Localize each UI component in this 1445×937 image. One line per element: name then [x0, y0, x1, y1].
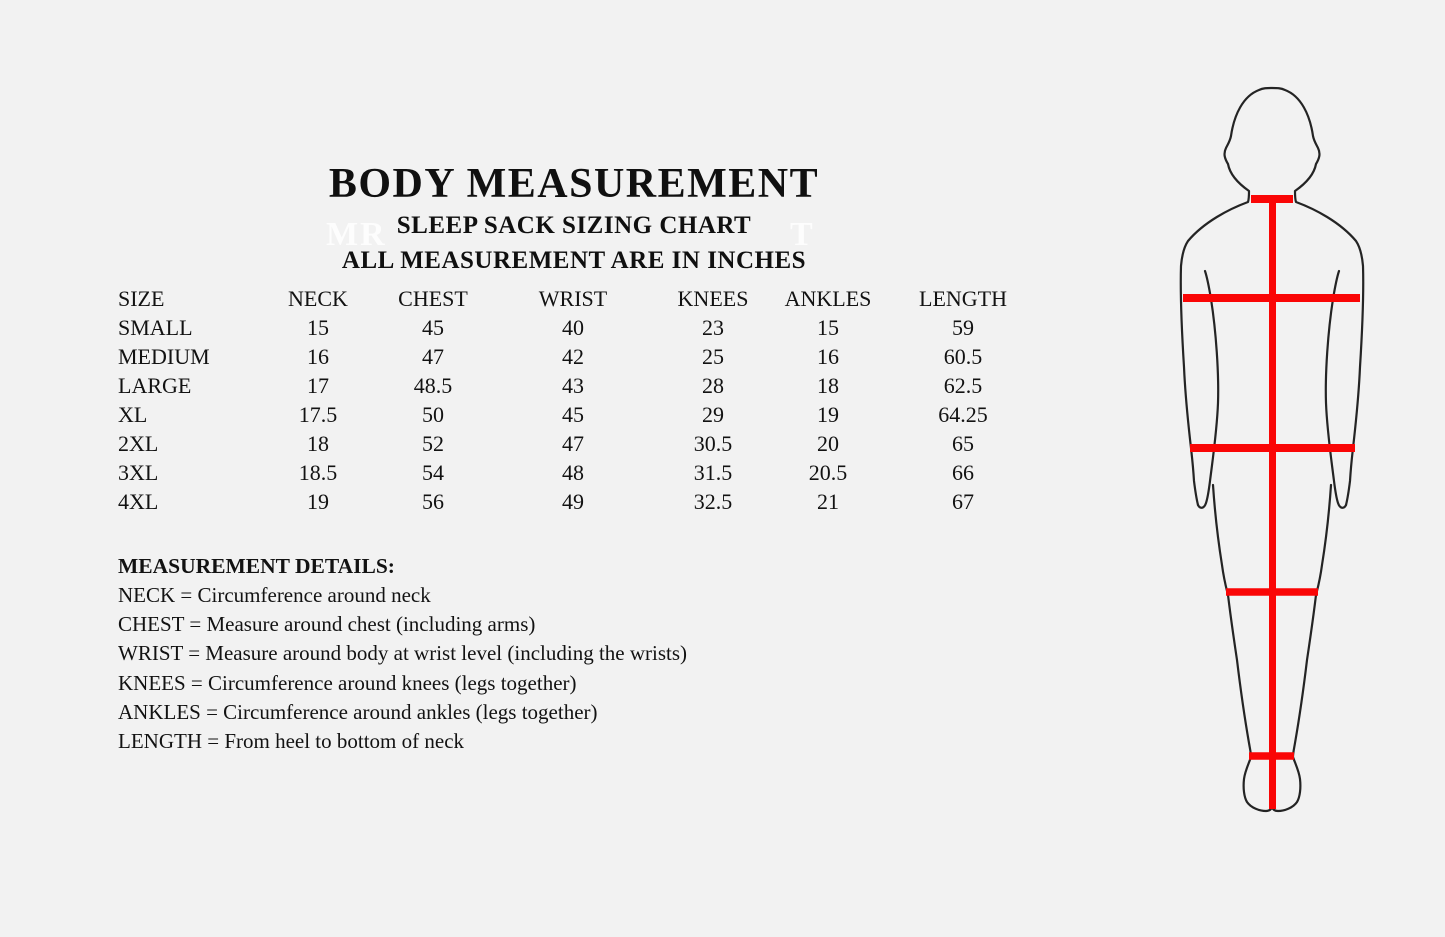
measurement-detail-item: CHEST = Measure around chest (including arms)	[118, 612, 536, 637]
watermark-fragment-right: T	[790, 216, 815, 253]
size-table-header-neck: NECK	[288, 285, 348, 311]
measurement-detail-item: LENGTH = From heel to bottom of neck	[118, 729, 465, 754]
size-table-cell: 65	[952, 430, 974, 456]
size-table-cell: 20.5	[808, 459, 848, 485]
size-table-cell: 43	[562, 372, 584, 398]
size-table-cell: 47	[422, 343, 444, 369]
size-table-header-wrist: WRIST	[538, 285, 608, 311]
subtitle-units: ALL MEASUREMENT ARE IN INCHES	[341, 247, 807, 274]
measurement-detail-item: NECK = Circumference around neck	[118, 583, 431, 607]
size-table-cell: 48	[562, 459, 584, 485]
header	[118, 160, 1030, 278]
size-table-cell: 49	[562, 488, 584, 514]
size-table-cell: 42	[562, 343, 584, 369]
size-table-cell: 31.5	[693, 459, 733, 485]
size-table-cell: 45	[422, 314, 444, 340]
size-table-cell: 25	[702, 343, 724, 369]
measurement-detail-item: WRIST = Measure around body at wrist level (including the wrists)	[118, 641, 688, 666]
size-table-cell: 19	[307, 488, 329, 514]
size-table-cell: 19	[817, 401, 839, 427]
size-table-cell: 18	[307, 430, 329, 456]
size-table-cell: 62.5	[943, 372, 983, 398]
size-table-cell: 48.5	[413, 372, 453, 398]
size-table-cell: 17.5	[298, 401, 338, 427]
size-table-cell: 15	[307, 314, 329, 340]
right-arm-inner-outline	[1326, 271, 1346, 508]
body-measurement-figure	[1152, 85, 1392, 825]
size-table-cell: 3XL	[118, 459, 159, 485]
size-table-cell: 23	[702, 314, 724, 340]
size-table-cell: 67	[952, 488, 974, 514]
measurement-detail-item: ANKLES = Circumference around ankles (legs together)	[118, 699, 598, 724]
page-title: BODY MEASUREMENT	[328, 161, 820, 207]
size-table-header-knees: KNEES	[677, 285, 749, 311]
size-table-cell: 16	[817, 343, 839, 369]
size-table-cell: 64.25	[938, 401, 988, 427]
size-table-header-chest: CHEST	[398, 285, 468, 311]
size-table-cell: 4XL	[118, 488, 159, 514]
size-table-cell: SMALL	[118, 314, 193, 340]
size-table-cell: 18	[817, 372, 839, 398]
size-table-cell: 59	[952, 314, 974, 340]
size-table-cell: 47	[562, 430, 584, 456]
size-table-cell: 40	[562, 314, 584, 340]
left-arm-inner-outline	[1198, 271, 1218, 508]
size-table-cell: 21	[817, 488, 839, 514]
size-table-cell: 20	[817, 430, 839, 456]
size-table-cell: 56	[422, 488, 444, 514]
watermark-fragment-left: MR	[326, 216, 387, 253]
measurement-detail-item: KNEES = Circumference around knees (legs together)	[118, 670, 577, 695]
size-table-cell: 16	[307, 343, 329, 369]
size-table-cell: MEDIUM	[118, 343, 210, 369]
size-table-cell: 45	[562, 401, 584, 427]
measurement-details	[118, 551, 687, 756]
size-table-cell: 52	[422, 430, 444, 456]
size-table-cell: 66	[952, 459, 974, 485]
size-table-cell: 29	[702, 401, 724, 427]
size-table-cell: 15	[817, 314, 839, 340]
size-table-cell: 54	[422, 459, 444, 485]
size-table-cell: LARGE	[118, 372, 192, 398]
size-table	[118, 284, 1038, 516]
body-outline-diagram	[1152, 85, 1392, 825]
size-table-cell: XL	[118, 401, 148, 427]
measurement-details-heading: MEASUREMENT DETAILS:	[118, 554, 395, 578]
measurement-details-list	[118, 581, 687, 756]
size-table-header-size: SIZE	[118, 285, 165, 311]
size-table-cell: 17	[307, 372, 329, 398]
size-table-header-length: LENGTH	[919, 285, 1007, 311]
subtitle-sizing-chart: SLEEP SACK SIZING CHART	[396, 212, 752, 239]
size-table-cell: 50	[422, 401, 444, 427]
size-table-cell: 28	[702, 372, 724, 398]
size-table-header-ankles: ANKLES	[784, 285, 872, 311]
size-table-cell: 30.5	[693, 430, 733, 456]
size-table-cell: 18.5	[298, 459, 338, 485]
size-table-cell: 32.5	[693, 488, 733, 514]
size-table-cell: 60.5	[943, 343, 983, 369]
size-table-cell: 2XL	[118, 430, 159, 456]
